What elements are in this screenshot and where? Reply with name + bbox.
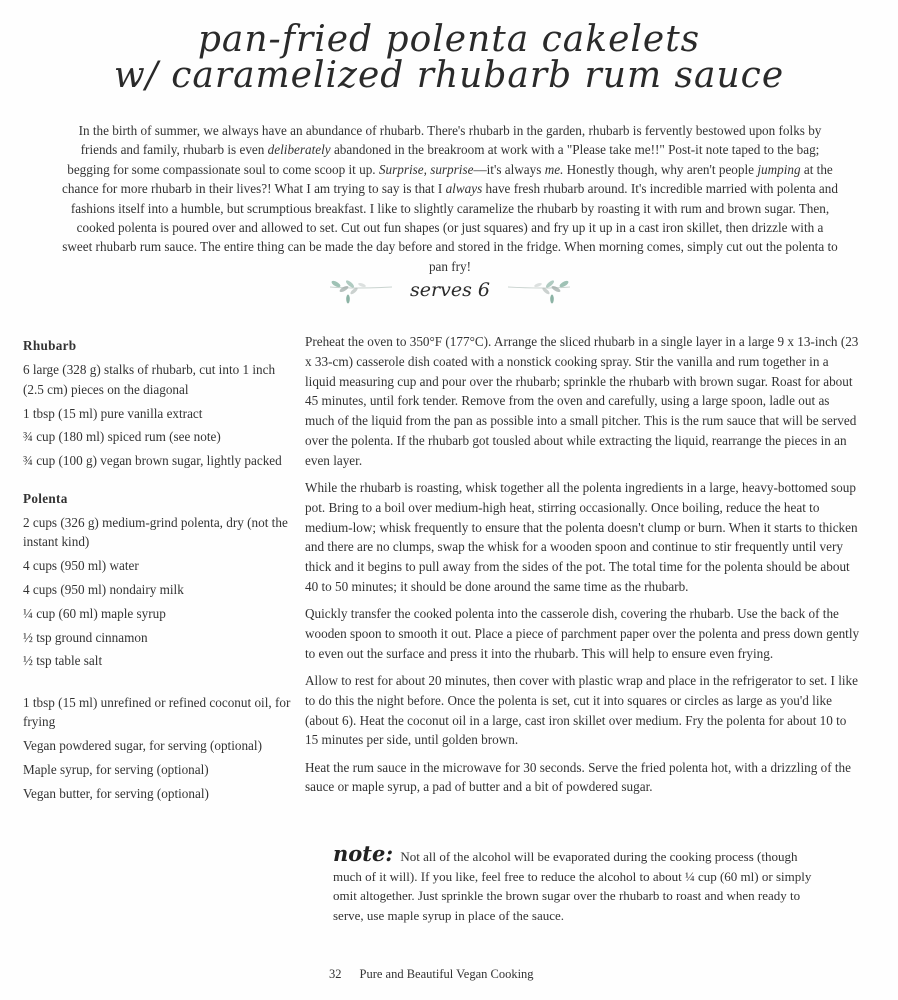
page-footer xyxy=(329,967,534,982)
ingredient-item: ½ tsp ground cinnamon xyxy=(23,629,148,645)
intro-text: —it's always xyxy=(473,161,545,177)
intro-emphasis: deliberately xyxy=(267,142,331,158)
ingredient-group-rhubarb xyxy=(23,336,295,471)
ingredient-group-polenta xyxy=(23,489,295,671)
ingredient-group-heading: Rhubarb xyxy=(23,338,77,353)
leaf-sprig-left-icon xyxy=(326,275,396,305)
ingredient-item: ¼ cup (60 ml) maple syrup xyxy=(23,605,166,621)
directions-column xyxy=(305,332,860,804)
intro-paragraph xyxy=(62,121,838,276)
ingredient-item: Vegan butter, for serving (optional) xyxy=(23,785,209,801)
direction-step: Heat the rum sauce in the microwave for 30 seconds. Serve the fried polenta hot, with a drizzling of the sauce or maple syrup, a pad of butter and a bit of powdered sugar. xyxy=(305,759,851,795)
ingredient-item: 4 cups (950 ml) water xyxy=(23,558,139,574)
ingredients-column xyxy=(23,336,295,817)
ingredient-item: Vegan powdered sugar, for serving (optional) xyxy=(23,738,262,754)
ingredient-item: 1 tbsp (15 ml) pure vanilla extract xyxy=(23,405,203,421)
ingredient-group-serving xyxy=(23,693,295,803)
direction-step: While the rhubarb is roasting, whisk together all the polenta ingredients in a large, heavy-bottomed soup pot. Bring to a boil over medium-high heat, stirring occasionally. Once boiling, reduce the heat to medium-low; whisk frequently to ensure that the polenta doesn't clump or burn. When it starts to thicken and there are no clumps, swap the whisk for a wooden spoon and continue to stir frequently until very thick and it begins to pull away from the sides of the pot. The total time for the polenta should be about 40 to 50 minutes; it should be done around the same time as the rhubarb. xyxy=(305,479,858,594)
recipe-title-line-1: pan-fried polenta cakelets xyxy=(197,19,701,60)
note-label: note: xyxy=(333,841,394,866)
ingredient-item: ¾ cup (180 ml) spiced rum (see note) xyxy=(23,429,221,445)
ingredient-item: ½ tsp table salt xyxy=(23,653,103,669)
intro-text: at the chance for more rhubarb in their lives?! What I am trying to say is that I xyxy=(62,161,833,197)
intro-text: In the birth of summer, we always have an abundance of rhubarb. There's rhubarb in the garden, rhubarb is fervently bestowed upon folks by friends and family, rhubarb is even xyxy=(78,123,822,158)
direction-step: Allow to rest for about 20 minutes, then cover with plastic wrap and place in the refrigerator to set. I like to do this the night before. Once the polenta is set, cut it into squares or circles as large as you'd like (about 6). Heat the coconut oil in a large, cast iron skillet over medium. Fry the polenta for about 10 to 15 minutes per side, until golden brown. xyxy=(305,672,858,748)
intro-emphasis: jumping xyxy=(757,161,801,177)
intro-text: Honestly though, why aren't people xyxy=(563,161,758,177)
intro-text: have fresh rhubarb around. It's incredible married with polenta and fashions itself into a humble, but scrumptious breakfast. I like to slightly caramelize the rhubarb by roasting it with rum and brown sugar. Then, cooked polenta is poured over and allowed to set. Cut out fun shapes (or just squares) and fry up it up in a cast iron skillet, then drizzle with a sweet rhubarb rum sauce. The entire thing can be made the day before and stored in the fridge. When morning comes, simply cut out the polenta to pan fry! xyxy=(62,181,838,274)
book-title: Pure and Beautiful Vegan Cooking xyxy=(359,967,534,981)
ingredient-item: 1 tbsp (15 ml) unrefined or refined coconut oil, for frying xyxy=(23,694,291,730)
direction-step: Preheat the oven to 350°F (177°C). Arrange the sliced rhubarb in a single layer in a large 9 x 13-inch (23 x 33-cm) casserole dish coated with a nonstick cooking spray. Stir the vanilla and rum together in a liquid measuring cup and pour over the rhubarb; sprinkle the rhubarb with brown sugar. Roast for about 45 minutes, until fork tender. Remove from the oven and carefully, using a large spoon, ladle out as much of the liquid from the pan as possible into a small pitcher. This is the rum sauce that will be served over the polenta. If the rhubarb got tousled about while extracting the liquid, rearrange the pieces in an even layer. xyxy=(305,334,859,468)
direction-step: Quickly transfer the cooked polenta into the casserole dish, covering the rhubarb. Use the back of the wooden spoon to smooth it out. Place a piece of parchment paper over the polenta and press down gently to even out the surface and press it into the rhubarb. This will help to ensure even frying. xyxy=(305,606,860,661)
intro-text: abandoned in the breakroom at work with a "Please take me!!" Post-it note taped to the bag; begging for some compassionate soul to come scoop it up. xyxy=(67,142,820,177)
ingredient-item: ¾ cup (100 g) vegan brown sugar, lightly packed xyxy=(23,453,282,469)
ingredient-item: 4 cups (950 ml) nondairy milk xyxy=(23,582,184,598)
serves-banner xyxy=(320,272,580,308)
note-text: Not all of the alcohol will be evaporated during the cooking process (though much of it will). If you like, feel free to reduce the alcohol to about ¼ cup (60 ml) or simply omit altogether. Just sprinkle the brown sugar over the rhubarb to roast and when ready to serve, use maple syrup in place of the sauce. xyxy=(333,849,812,923)
ingredient-item: 6 large (328 g) stalks of rhubarb, cut into 1 inch (2.5 cm) pieces on the diagonal xyxy=(23,362,276,397)
intro-emphasis: me. xyxy=(544,161,564,177)
intro-emphasis: always xyxy=(445,181,483,197)
page-number: 32 xyxy=(329,967,342,981)
serves-label: serves 6 xyxy=(410,279,490,301)
recipe-title-line-2: w/ caramelized rhubarb rum sauce xyxy=(113,55,785,96)
intro-emphasis: Surprise, surprise xyxy=(378,161,474,177)
ingredient-item: Maple syrup, for serving (optional) xyxy=(23,761,209,777)
ingredient-item: 2 cups (326 g) medium-grind polenta, dry (not the instant kind) xyxy=(23,515,288,550)
recipe-note xyxy=(333,841,823,925)
ingredient-group-heading: Polenta xyxy=(23,490,68,506)
leaf-sprig-right-icon xyxy=(504,275,574,305)
